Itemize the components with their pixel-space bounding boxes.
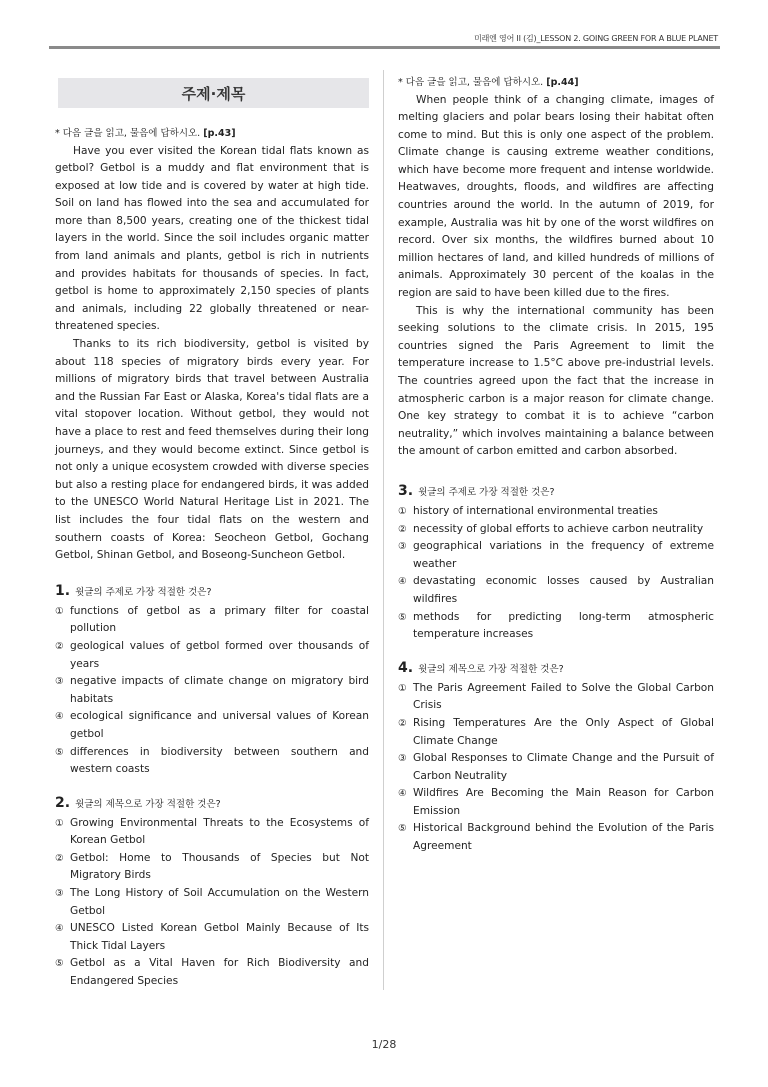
running-header: 미래엔 영어 II (김)_LESSON 2. GOING GREEN FOR A BLUE PLANET — [474, 34, 718, 43]
answer-choice[interactable] — [398, 820, 714, 855]
answer-choice[interactable] — [398, 538, 714, 573]
passage-paragraph: This is why the international community has been seeking solutions to the climate crisis. In 2015, 195 countries signed the Paris Agreement to limit the temperature increase to 1.5°C above pre-industrial levels. The countries agreed upon the fact that the increase in atmospheric carbon is a major reason for climate change. One key strategy to combat it is to achieve “carbon neutrality,” which involves maintaining a balance between the amount of carbon emitted and carbon absorbed. — [398, 304, 714, 458]
answer-choice[interactable] — [55, 673, 369, 708]
question-4 — [398, 658, 714, 856]
left-column — [55, 78, 369, 991]
choice-text: Rising Temperatures Are the Only Aspect of Global Climate Change — [413, 716, 714, 747]
choice-number: ④ — [55, 711, 64, 723]
answer-choice[interactable] — [398, 750, 714, 785]
passage2 — [398, 92, 714, 461]
choice-list — [398, 680, 714, 856]
choice-number: ② — [55, 640, 64, 652]
instruction-text: * 다음 글을 읽고, 물음에 답하시오. — [55, 128, 201, 139]
answer-choice[interactable] — [55, 603, 369, 638]
choice-text: geographical variations in the frequency of extreme weather — [413, 540, 714, 570]
question-header — [398, 658, 714, 680]
answer-choice[interactable] — [398, 715, 714, 750]
question-number: 4. — [398, 659, 414, 676]
choice-text: Wildfires Are Becoming the Main Reason for Carbon Emission — [413, 787, 714, 817]
choice-number: ④ — [398, 576, 407, 588]
choice-number: ② — [398, 523, 407, 535]
choice-list — [55, 815, 369, 991]
answer-choice[interactable] — [398, 521, 714, 539]
choice-list — [398, 503, 714, 644]
choice-text: negative impacts of climate change on migratory bird habitats — [70, 675, 369, 705]
choice-text: functions of getbol as a primary filter for coastal pollution — [70, 604, 369, 635]
choice-text: Getbol as a Vital Haven for Rich Biodiversity and Endangered Species — [70, 957, 369, 988]
choice-list — [55, 603, 369, 779]
passage1-instruction — [55, 125, 369, 143]
choice-number: ⑤ — [55, 958, 64, 970]
answer-choice[interactable] — [398, 785, 714, 820]
question-header — [55, 793, 369, 815]
answer-choice[interactable] — [55, 638, 369, 673]
page-ref: [p.43] — [203, 128, 236, 139]
page-number: 1/28 — [371, 1038, 397, 1051]
choice-number: ① — [398, 505, 407, 517]
choice-number: ② — [55, 852, 64, 864]
answer-choice[interactable] — [55, 744, 369, 779]
choice-text: Growing Environmental Threats to the Ecosystems of Korean Getbol — [70, 816, 369, 847]
question-prompt: 윗글의 주제로 가장 적절한 것은? — [75, 586, 212, 598]
choice-text: The Long History of Soil Accumulation on the Western Getbol — [70, 887, 369, 917]
choice-number: ③ — [55, 888, 64, 900]
choice-number: ④ — [55, 923, 64, 935]
page-ref: [p.44] — [546, 77, 579, 88]
passage2-instruction — [398, 74, 714, 92]
choice-number: ① — [398, 682, 407, 694]
answer-choice[interactable] — [55, 955, 369, 990]
passage-paragraph: Thanks to its rich biodiversity, getbol is visited by about 118 species of migratory birds every year. For millions of migratory birds that travel between Australia and the Russian Far East or Alaska, Korea's tidal flats are a vital stopover location. Without getbol, they would not have a place to rest and feed themselves during their long journeys, and they would become extinct. Since getbol is not only a unique ecosystem crowded with diverse species but also a resting place for endangered birds, it was added to the UNESCO World Natural Heritage List in 2021. The list includes the four tidal flats on the western and southern coasts of Korea: Seocheon Getbol, Gochang Getbol, Shinan Getbol, and Boseong-Suncheon Getbol. — [55, 338, 369, 562]
question-number: 1. — [55, 582, 71, 599]
choice-number: ② — [398, 717, 407, 729]
choice-text: devastating economic losses caused by Australian wildfires — [413, 575, 714, 605]
passage-paragraph: Have you ever visited the Korean tidal flats known as getbol? Getbol is a muddy and flat environment that is exposed at low tide and is covered by water at high tide. Soil on land has flowed into the sea and accumulated for more than 8,500 years, creating one of the thickest tidal layers in the world. Since the soil includes organic matter from land animals and plants, getbol is rich in nutrients and provides habitats for thousands of species. In fact, getbol is home to approximately 2,150 species of plants and animals, including 22 globally threatened or near-threatened species. — [55, 144, 369, 333]
choice-number: ⑤ — [398, 823, 407, 835]
question-prompt: 윗글의 제목으로 가장 적절한 것은? — [418, 663, 564, 675]
choice-text: necessity of global efforts to achieve carbon neutrality — [413, 522, 704, 535]
question-1 — [55, 581, 369, 779]
section-title: 주제·제목 — [58, 78, 369, 108]
choice-text: geological values of getbol formed over thousands of years — [70, 639, 369, 670]
choice-number: ③ — [398, 541, 407, 553]
choice-text: Getbol: Home to Thousands of Species but Not Migratory Birds — [70, 851, 369, 882]
answer-choice[interactable] — [55, 850, 369, 885]
choice-text: Historical Background behind the Evolution of the Paris Agreement — [413, 822, 714, 853]
header-rule — [49, 46, 720, 49]
question-3 — [398, 481, 714, 644]
choice-number: ③ — [398, 753, 407, 765]
choice-text: ecological significance and universal values of Korean getbol — [70, 710, 369, 740]
answer-choice[interactable] — [55, 885, 369, 920]
answer-choice[interactable] — [398, 680, 714, 715]
choice-text: differences in biodiversity between southern and western coasts — [70, 745, 369, 776]
column-divider — [383, 70, 384, 990]
choice-text: methods for predicting long-term atmospheric temperature increases — [413, 610, 714, 641]
choice-number: ① — [55, 605, 64, 617]
answer-choice[interactable] — [55, 920, 369, 955]
instruction-text: * 다음 글을 읽고, 물음에 답하시오. — [398, 77, 544, 88]
passage1 — [55, 143, 369, 565]
answer-choice[interactable] — [398, 503, 714, 521]
question-prompt: 윗글의 제목으로 가장 적절한 것은? — [75, 798, 221, 810]
choice-text: Global Responses to Climate Change and the Pursuit of Carbon Neutrality — [413, 752, 714, 782]
choice-number: ⑤ — [398, 611, 407, 623]
question-number: 3. — [398, 482, 414, 499]
question-prompt: 윗글의 주제로 가장 적절한 것은? — [418, 486, 555, 498]
choice-number: ④ — [398, 788, 407, 800]
choice-number: ⑤ — [55, 746, 64, 758]
choice-text: history of international environmental treaties — [413, 504, 658, 517]
choice-text: The Paris Agreement Failed to Solve the Global Carbon Crisis — [413, 681, 714, 712]
choice-number: ① — [55, 817, 64, 829]
answer-choice[interactable] — [398, 573, 714, 608]
question-header — [398, 481, 714, 503]
question-header — [55, 581, 369, 603]
question-2 — [55, 793, 369, 991]
choice-text: UNESCO Listed Korean Getbol Mainly Because of Its Thick Tidal Layers — [70, 922, 369, 952]
choice-number: ③ — [55, 676, 64, 688]
answer-choice[interactable] — [55, 815, 369, 850]
passage-paragraph: When people think of a changing climate, images of melting glaciers and polar bears losing their habitat often come to mind. But this is only one aspect of the problem. Climate change is causing extreme weather conditions, which have become more frequent and intense worldwide. Heatwaves, droughts, floods, and wildfires are affecting countries around the world. In the autumn of 2019, for example, Australia was hit by one of the worst wildfires on record. Over six months, the wildfires burned about 10 million hectares of land, and killed hundreds of millions of animals. Approximately 30 percent of the koalas in the region are said to have been killed due to the fires. — [398, 93, 714, 300]
question-number: 2. — [55, 794, 71, 811]
answer-choice[interactable] — [398, 609, 714, 644]
right-column — [398, 74, 714, 856]
answer-choice[interactable] — [55, 708, 369, 743]
